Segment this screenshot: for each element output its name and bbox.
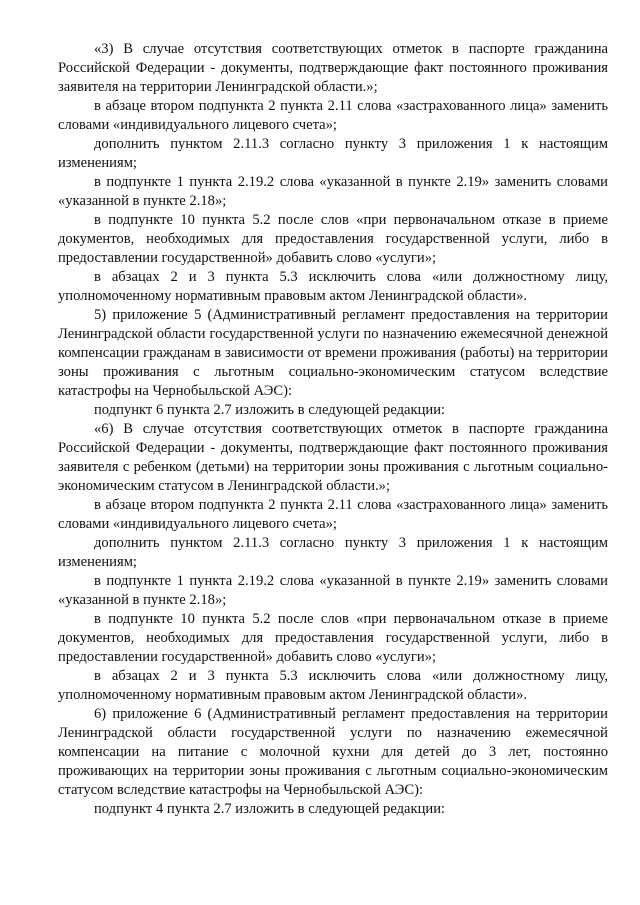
paragraph: «6) В случае отсутствия соответствующих отметок в паспорте гражданина Российской Федерации - документы, подтверждающие факт постоянного проживания заявителя с ребенком (детьми) на территории зоны проживания с льготным социально-экономическим статусом в Ленинградской области.»; <box>58 421 608 494</box>
paragraph: в абзацах 2 и 3 пункта 5.3 исключить слова «или должностному лицу, уполномоченному нормативным правовым актом Ленинградской области». <box>58 269 608 304</box>
paragraph: в подпункте 10 пункта 5.2 после слов «при первоначальном отказе в приеме документов, необходимых для предоставления государственной услуги, либо в предоставлении государственной» добавить слово «услуги»; <box>58 611 608 665</box>
paragraph: в подпункте 1 пункта 2.19.2 слова «указанной в пункте 2.19» заменить словами «указанной в пункте 2.18»; <box>58 174 608 209</box>
paragraph: в подпункте 1 пункта 2.19.2 слова «указанной в пункте 2.19» заменить словами «указанной в пункте 2.18»; <box>58 573 608 608</box>
paragraph: подпункт 4 пункта 2.7 изложить в следующей редакции: <box>94 801 446 817</box>
paragraph: в подпункте 10 пункта 5.2 после слов «при первоначальном отказе в приеме документов, необходимых для предоставления государственной услуги, либо в предоставлении государственной» добавить слово «услуги»; <box>58 212 608 266</box>
paragraph: в абзацах 2 и 3 пункта 5.3 исключить слова «или должностному лицу, уполномоченному нормативным правовым актом Ленинградской области». <box>58 668 608 703</box>
paragraph: подпункт 6 пункта 2.7 изложить в следующей редакции: <box>94 402 446 418</box>
document-page <box>58 40 608 819</box>
paragraph: дополнить пунктом 2.11.3 согласно пункту 3 приложения 1 к настоящим изменениям; <box>58 535 608 570</box>
paragraph: в абзаце втором подпункта 2 пункта 2.11 слова «застрахованного лица» заменить словами «индивидуального лицевого счета»; <box>58 497 608 532</box>
paragraph: «3) В случае отсутствия соответствующих отметок в паспорте гражданина Российской Федерации - документы, подтверждающие факт постоянного проживания заявителя на территории Ленинградской области.»; <box>58 41 608 95</box>
paragraph: дополнить пунктом 2.11.3 согласно пункту 3 приложения 1 к настоящим изменениям; <box>58 136 608 171</box>
paragraph: 5) приложение 5 (Административный регламент предоставления на территории Ленинградской области государственной услуги по назначению ежемесячной денежной компенсации гражданам в зависимости от времени проживания (работы) на территории зоны проживания с льготным социально-экономическим статусом вследствие катастрофы на Чернобыльской АЭС): <box>58 307 608 399</box>
paragraph: в абзаце втором подпункта 2 пункта 2.11 слова «застрахованного лица» заменить словами «индивидуального лицевого счета»; <box>58 98 608 133</box>
paragraph: 6) приложение 6 (Административный регламент предоставления на территории Ленинградской области государственной услуги по назначению ежемесячной компенсации на питание с молочной кухни для детей до 3 лет, постоянно проживающих на территории зоны проживания с льготным социально-экономическим статусом вследствие катастрофы на Чернобыльской АЭС): <box>58 706 608 798</box>
